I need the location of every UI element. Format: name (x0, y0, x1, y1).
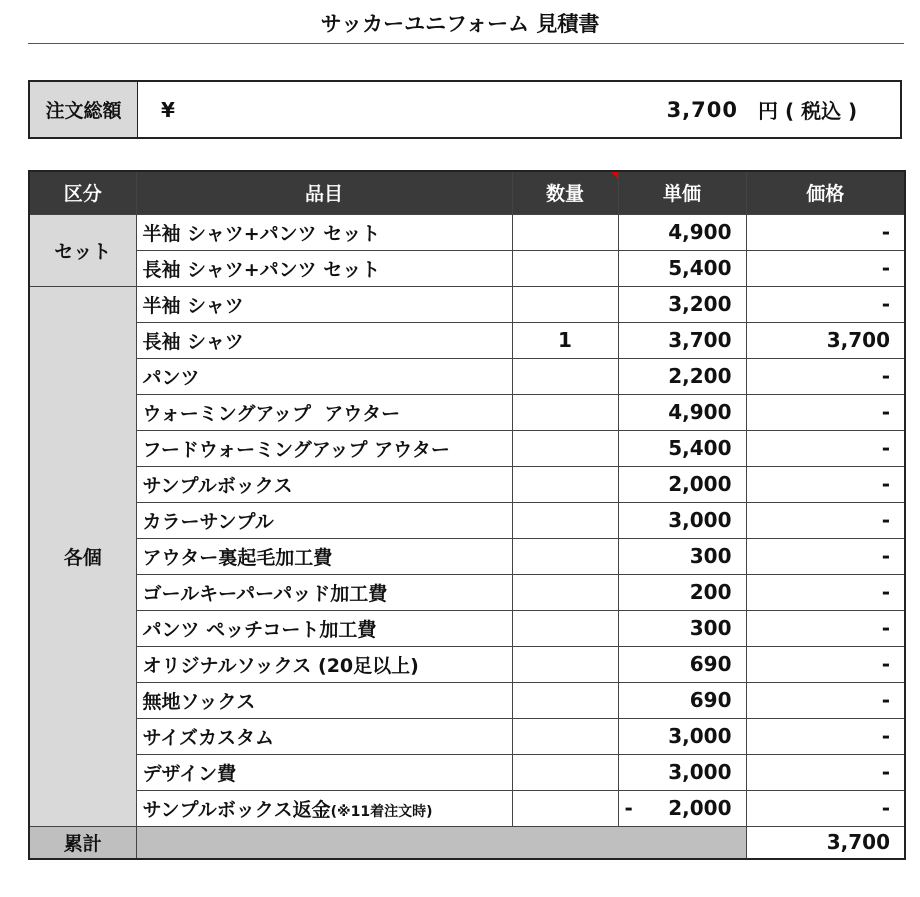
header-row (29, 171, 905, 214)
item-note: (※11着注文時) (330, 803, 433, 820)
price-cell: - (746, 610, 905, 646)
price-cell: - (746, 394, 905, 430)
price-cell: - (746, 250, 905, 286)
sum-price: 3,700 (746, 826, 905, 859)
item-name: 半袖 シャツ+パンツ セット (136, 214, 512, 250)
unit-price-cell: 5,400 (618, 430, 746, 466)
item-name: アウター裏起毛加工費 (136, 538, 512, 574)
item-name: ウォーミングアップ アウター (136, 394, 512, 430)
table-row (29, 358, 905, 394)
header-quantity (512, 171, 618, 214)
quantity-cell[interactable] (512, 286, 618, 322)
item-name: フードウォーミングアップ アウター (136, 430, 512, 466)
price-cell: - (746, 718, 905, 754)
table-row (29, 214, 905, 250)
price-cell: - (746, 754, 905, 790)
sum-row (29, 826, 905, 859)
price-cell: 3,700 (746, 322, 905, 358)
unit-price-cell: 3,000 (618, 502, 746, 538)
sum-spacer (136, 826, 746, 859)
price-cell: - (746, 214, 905, 250)
unit-price-cell: 4,900 (618, 394, 746, 430)
table-row (29, 538, 905, 574)
header-price: 価格 (746, 171, 905, 214)
price-cell: - (746, 646, 905, 682)
quantity-cell[interactable]: 1 (512, 322, 618, 358)
table-row (29, 790, 905, 826)
unit-price-cell: 2,000 (618, 466, 746, 502)
quantity-cell[interactable] (512, 358, 618, 394)
item-name: サイズカスタム (136, 718, 512, 754)
price-cell: - (746, 502, 905, 538)
unit-price-cell: 3,000 (618, 754, 746, 790)
unit-price-cell: 4,900 (618, 214, 746, 250)
quantity-cell[interactable] (512, 394, 618, 430)
price-cell: - (746, 574, 905, 610)
negative-sign: - (624, 796, 633, 820)
unit-price-cell: 300 (618, 610, 746, 646)
category-sum: 累計 (29, 826, 136, 859)
item-name: オリジナルソックス (20足以上) (136, 646, 512, 682)
table-row (29, 394, 905, 430)
item-name: 長袖 シャツ (136, 322, 512, 358)
order-total-box (28, 80, 902, 139)
header-quantity-label: 数量 (545, 183, 584, 206)
price-cell: - (746, 286, 905, 322)
unit-price-cell: 690 (618, 646, 746, 682)
unit-price-cell: 3,000 (618, 718, 746, 754)
quantity-cell[interactable] (512, 538, 618, 574)
item-name: ゴールキーパーパッド加工費 (136, 574, 512, 610)
category-set: セット (29, 214, 136, 286)
price-cell: - (746, 790, 905, 826)
table-row (29, 286, 905, 322)
header-category: 区分 (29, 171, 136, 214)
title-underline (28, 43, 904, 44)
header-unit-price: 単価 (618, 171, 746, 214)
order-total-amount[interactable]: 3,700 (666, 97, 738, 122)
quantity-cell[interactable] (512, 430, 618, 466)
unit-price-cell: 200 (618, 574, 746, 610)
header-item: 品目 (136, 171, 512, 214)
unit-price-cell: 2,200 (618, 358, 746, 394)
table-row (29, 682, 905, 718)
table-row (29, 322, 905, 358)
unit-price-cell: 3,700 (618, 322, 746, 358)
item-name: パンツ ペッチコート加工費 (136, 610, 512, 646)
quantity-cell[interactable] (512, 682, 618, 718)
table-row (29, 250, 905, 286)
price-cell: - (746, 466, 905, 502)
item-name: サンプルボックス (136, 466, 512, 502)
quantity-cell[interactable] (512, 754, 618, 790)
order-total-unit: 円 ( 税込 ) (758, 99, 858, 123)
table-row (29, 466, 905, 502)
item-name: カラーサンプル (136, 502, 512, 538)
quantity-cell[interactable] (512, 502, 618, 538)
unit-price-cell: 690 (618, 682, 746, 718)
table-row (29, 502, 905, 538)
table-row (29, 430, 905, 466)
yen-symbol: ¥ (161, 97, 175, 122)
item-name (136, 790, 512, 826)
item-name: 半袖 シャツ (136, 286, 512, 322)
order-total-label: 注文総額 (30, 82, 138, 137)
price-cell: - (746, 682, 905, 718)
unit-price-cell: 3,200 (618, 286, 746, 322)
item-name: デザイン費 (136, 754, 512, 790)
unit-price-cell: 300 (618, 538, 746, 574)
table-row (29, 574, 905, 610)
quantity-cell[interactable] (512, 250, 618, 286)
quantity-cell[interactable] (512, 610, 618, 646)
unit-price-cell (618, 790, 746, 826)
item-name-text: サンプルボックス返金 (142, 798, 331, 821)
comment-marker-icon[interactable] (611, 172, 618, 179)
estimate-table (28, 170, 906, 860)
unit-price-value: 2,000 (668, 796, 732, 820)
page-title: サッカーユニフォーム 見積書 (320, 12, 600, 36)
table-row (29, 646, 905, 682)
item-name: パンツ (136, 358, 512, 394)
category-each: 各個 (29, 286, 136, 826)
quantity-cell[interactable] (512, 718, 618, 754)
item-name: 無地ソックス (136, 682, 512, 718)
table-row (29, 610, 905, 646)
item-name: 長袖 シャツ+パンツ セット (136, 250, 512, 286)
quantity-cell[interactable] (512, 646, 618, 682)
quantity-cell[interactable] (512, 790, 618, 826)
price-cell: - (746, 538, 905, 574)
quantity-cell[interactable] (512, 574, 618, 610)
price-cell: - (746, 430, 905, 466)
quantity-cell[interactable] (512, 214, 618, 250)
table-row (29, 718, 905, 754)
table-row (29, 754, 905, 790)
price-cell: - (746, 358, 905, 394)
quantity-cell[interactable] (512, 466, 618, 502)
unit-price-cell: 5,400 (618, 250, 746, 286)
